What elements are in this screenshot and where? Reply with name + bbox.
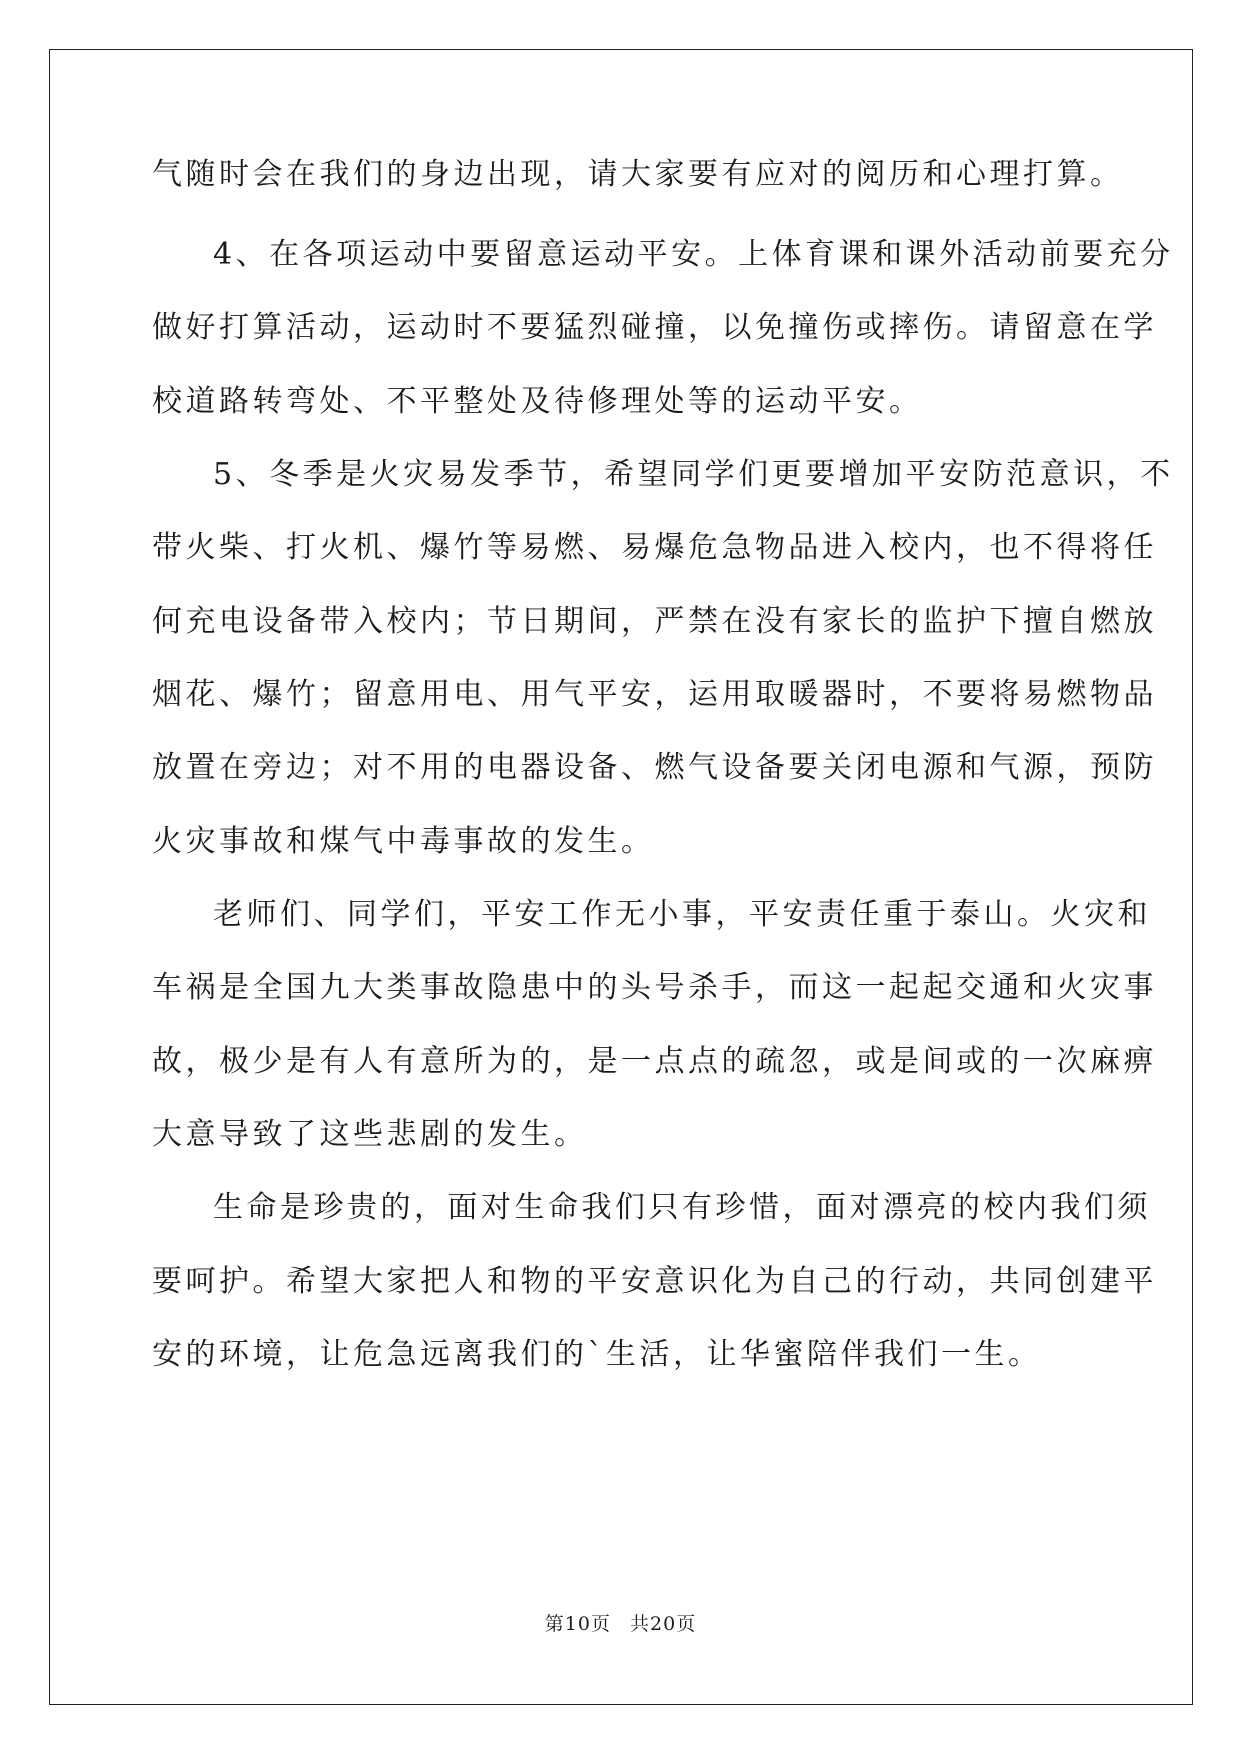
page-footer (0, 1609, 1241, 1636)
text-line: 故，极少是有人有意所为的，是一点点的疏忽，或是间或的一次麻痹 (152, 1044, 1157, 1079)
text-line: 气随时会在我们的身边出现，请大家要有应对的阅历和心理打算。 (152, 157, 1124, 192)
text-line: 放置在旁边；对不用的电器设备、燃气设备要关闭电源和气源，预防 (152, 750, 1157, 785)
text-line: 安的环境，让危急远离我们的`生活，让华蜜陪伴我们一生。 (152, 1337, 1042, 1372)
text-line: 何充电设备带入校内；节日期间，严禁在没有家长的监护下擅自燃放 (152, 604, 1157, 639)
page-border (49, 49, 1193, 1705)
text-line: 校道路转弯处、不平整处及待修理处等的运动平安。 (152, 384, 923, 419)
text-line: 5、冬季是火灾易发季节，希望同学们更要增加平安防范意识，不 (213, 457, 1174, 492)
text-line: 带火柴、打火机、爆竹等易燃、易爆危急物品进入校内，也不得将任 (152, 530, 1157, 565)
text-line: 车祸是全国九大类事故隐患中的头号杀手，而这一起起交通和火灾事 (152, 970, 1157, 1005)
text-line: 大意导致了这些悲剧的发生。 (152, 1117, 588, 1152)
text-line: 做好打算活动，运动时不要猛烈碰撞，以免撞伤或摔伤。请留意在学 (152, 310, 1157, 345)
text-line: 4、在各项运动中要留意运动平安。上体育课和课外活动前要充分 (213, 237, 1174, 272)
text-line: 烟花、爆竹；留意用电、用气平安，运用取暖器时，不要将易燃物品 (152, 677, 1157, 712)
text-line: 生命是珍贵的，面对生命我们只有珍惜，面对漂亮的校内我们须 (213, 1190, 1151, 1225)
page-number: 第10页 (544, 1613, 611, 1635)
text-line: 老师们、同学们，平安工作无小事，平安责任重于泰山。火灾和 (213, 897, 1151, 932)
text-line: 火灾事故和煤气中毒事故的发生。 (152, 824, 655, 859)
text-line: 要呵护。希望大家把人和物的平安意识化为自己的行动，共同创建平 (152, 1264, 1157, 1299)
page-total: 共20页 (630, 1613, 697, 1635)
